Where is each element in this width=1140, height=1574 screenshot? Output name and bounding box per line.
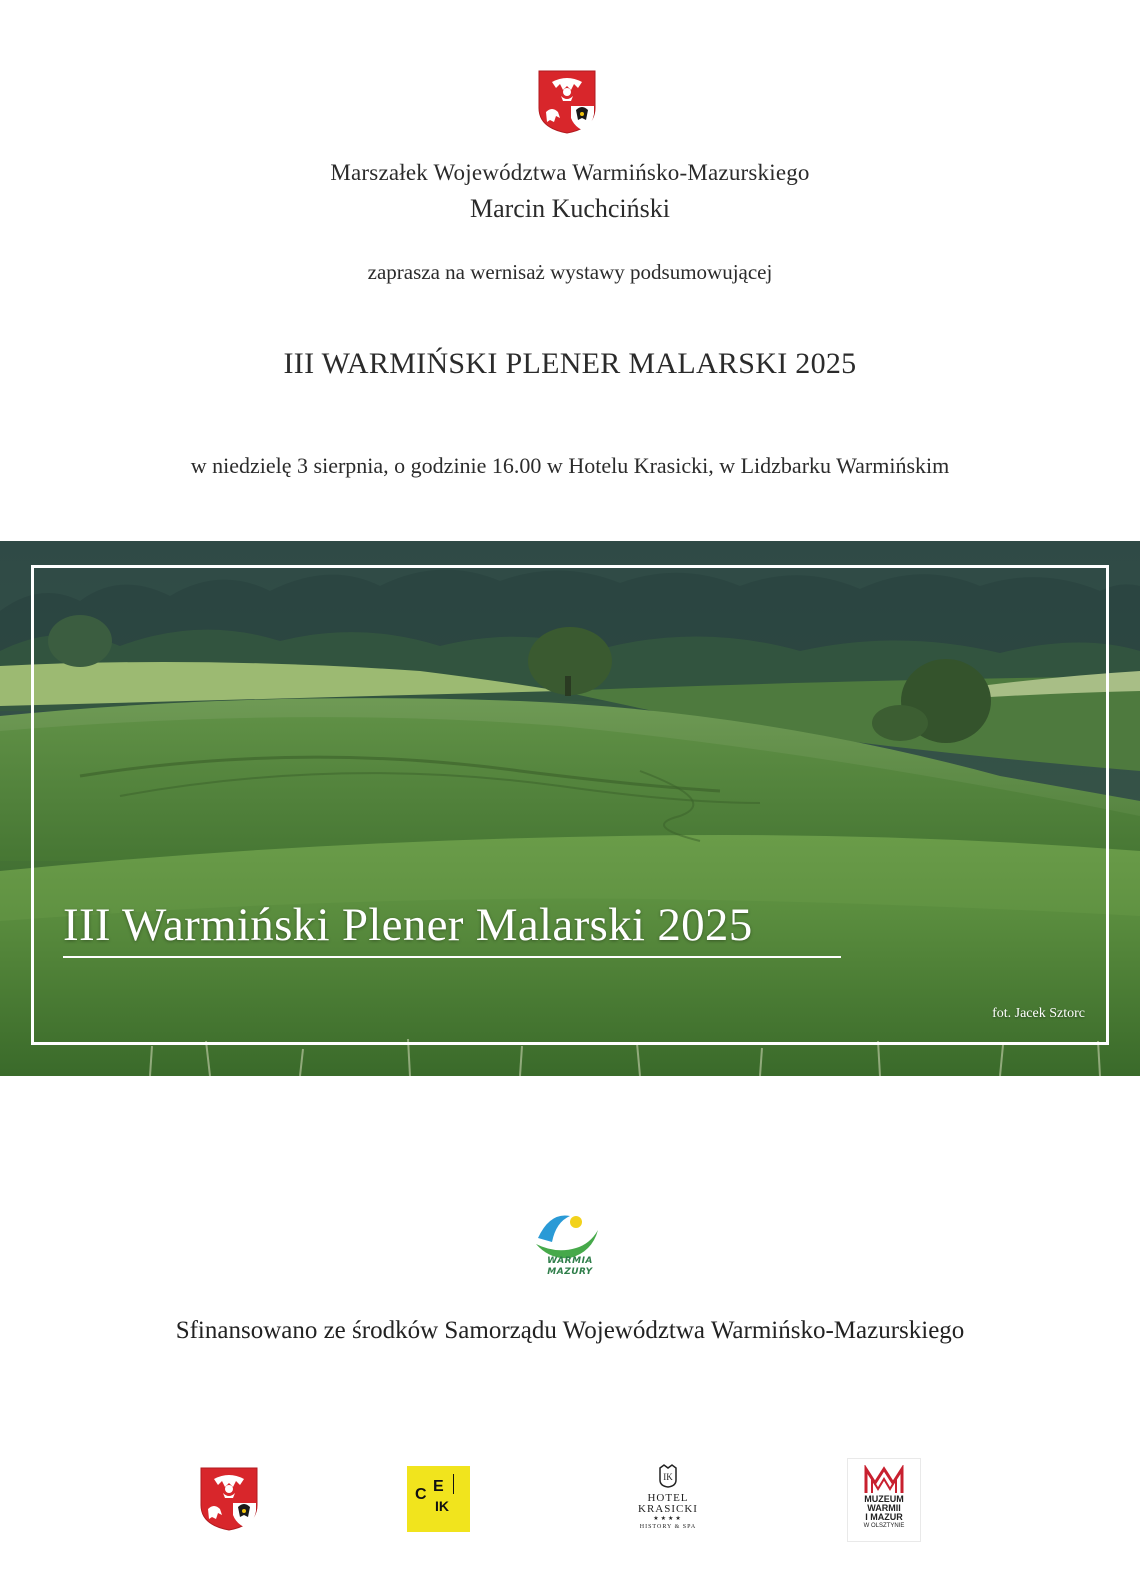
- event-date-place: w niedzielę 3 sierpnia, o godzinie 16.00 w Hotelu Krasicki, w Lidzbarku Warmińskim: [190, 453, 950, 478]
- invitation-line: zaprasza na wernisaż wystawy podsumowującej: [367, 260, 773, 284]
- banner-frame: [31, 565, 1109, 1045]
- region-logo-line1: WARMIA: [547, 1256, 593, 1266]
- funding-statement: Sfinansowano ze środków Samorządu Województwa Warmińsko-Mazurskiego: [175, 1317, 965, 1344]
- coat-of-arms-icon: [538, 70, 596, 134]
- hotel-krasicki-logo: [630, 1464, 706, 1536]
- banner-title-underline: [63, 956, 841, 958]
- hotel-line2: KRASICKI: [638, 1503, 698, 1515]
- warmia-mazury-logo: [530, 1208, 610, 1288]
- event-title: III WARMIŃSKI PLENER MALARSKI 2025: [283, 347, 857, 380]
- svg-text:IK: IK: [663, 1472, 673, 1482]
- ceik-logo: [407, 1466, 470, 1532]
- museum-warmia-mazury-logo: [847, 1458, 921, 1542]
- ceik-divider: [453, 1474, 468, 1494]
- hotel-line1: HOTEL: [647, 1492, 689, 1504]
- photo-credit: fot. Jacek Sztorc: [992, 1006, 1085, 1021]
- ceik-letter-c: C: [415, 1486, 427, 1503]
- ceik-letters-ik: IK: [435, 1498, 449, 1514]
- banner-title: III Warmiński Plener Malarski 2025: [63, 899, 753, 951]
- museum-line4: W OLSZTYNIE: [863, 1523, 905, 1529]
- marshal-name: Marcin Kuchciński: [469, 194, 670, 223]
- hotel-crest-icon: [658, 1464, 678, 1488]
- ceik-letter-e: E: [433, 1478, 444, 1495]
- museum-line2: WARMII: [867, 1503, 901, 1513]
- warmia-mazury-emblem-icon: [530, 1208, 610, 1262]
- museum-line3: I MAZUR: [865, 1512, 903, 1522]
- hotel-line3: HISTORY & SPA: [639, 1524, 697, 1530]
- hotel-stars: ★★★★: [653, 1516, 683, 1522]
- museum-line1: MUZEUM: [864, 1494, 904, 1504]
- museum-mm-icon: [864, 1465, 904, 1495]
- coat-of-arms-partner-icon: [200, 1466, 258, 1532]
- region-logo-line2: MAZURY: [547, 1267, 593, 1277]
- marshal-office-line: Marszałek Województwa Warmińsko-Mazurskiego: [330, 160, 810, 185]
